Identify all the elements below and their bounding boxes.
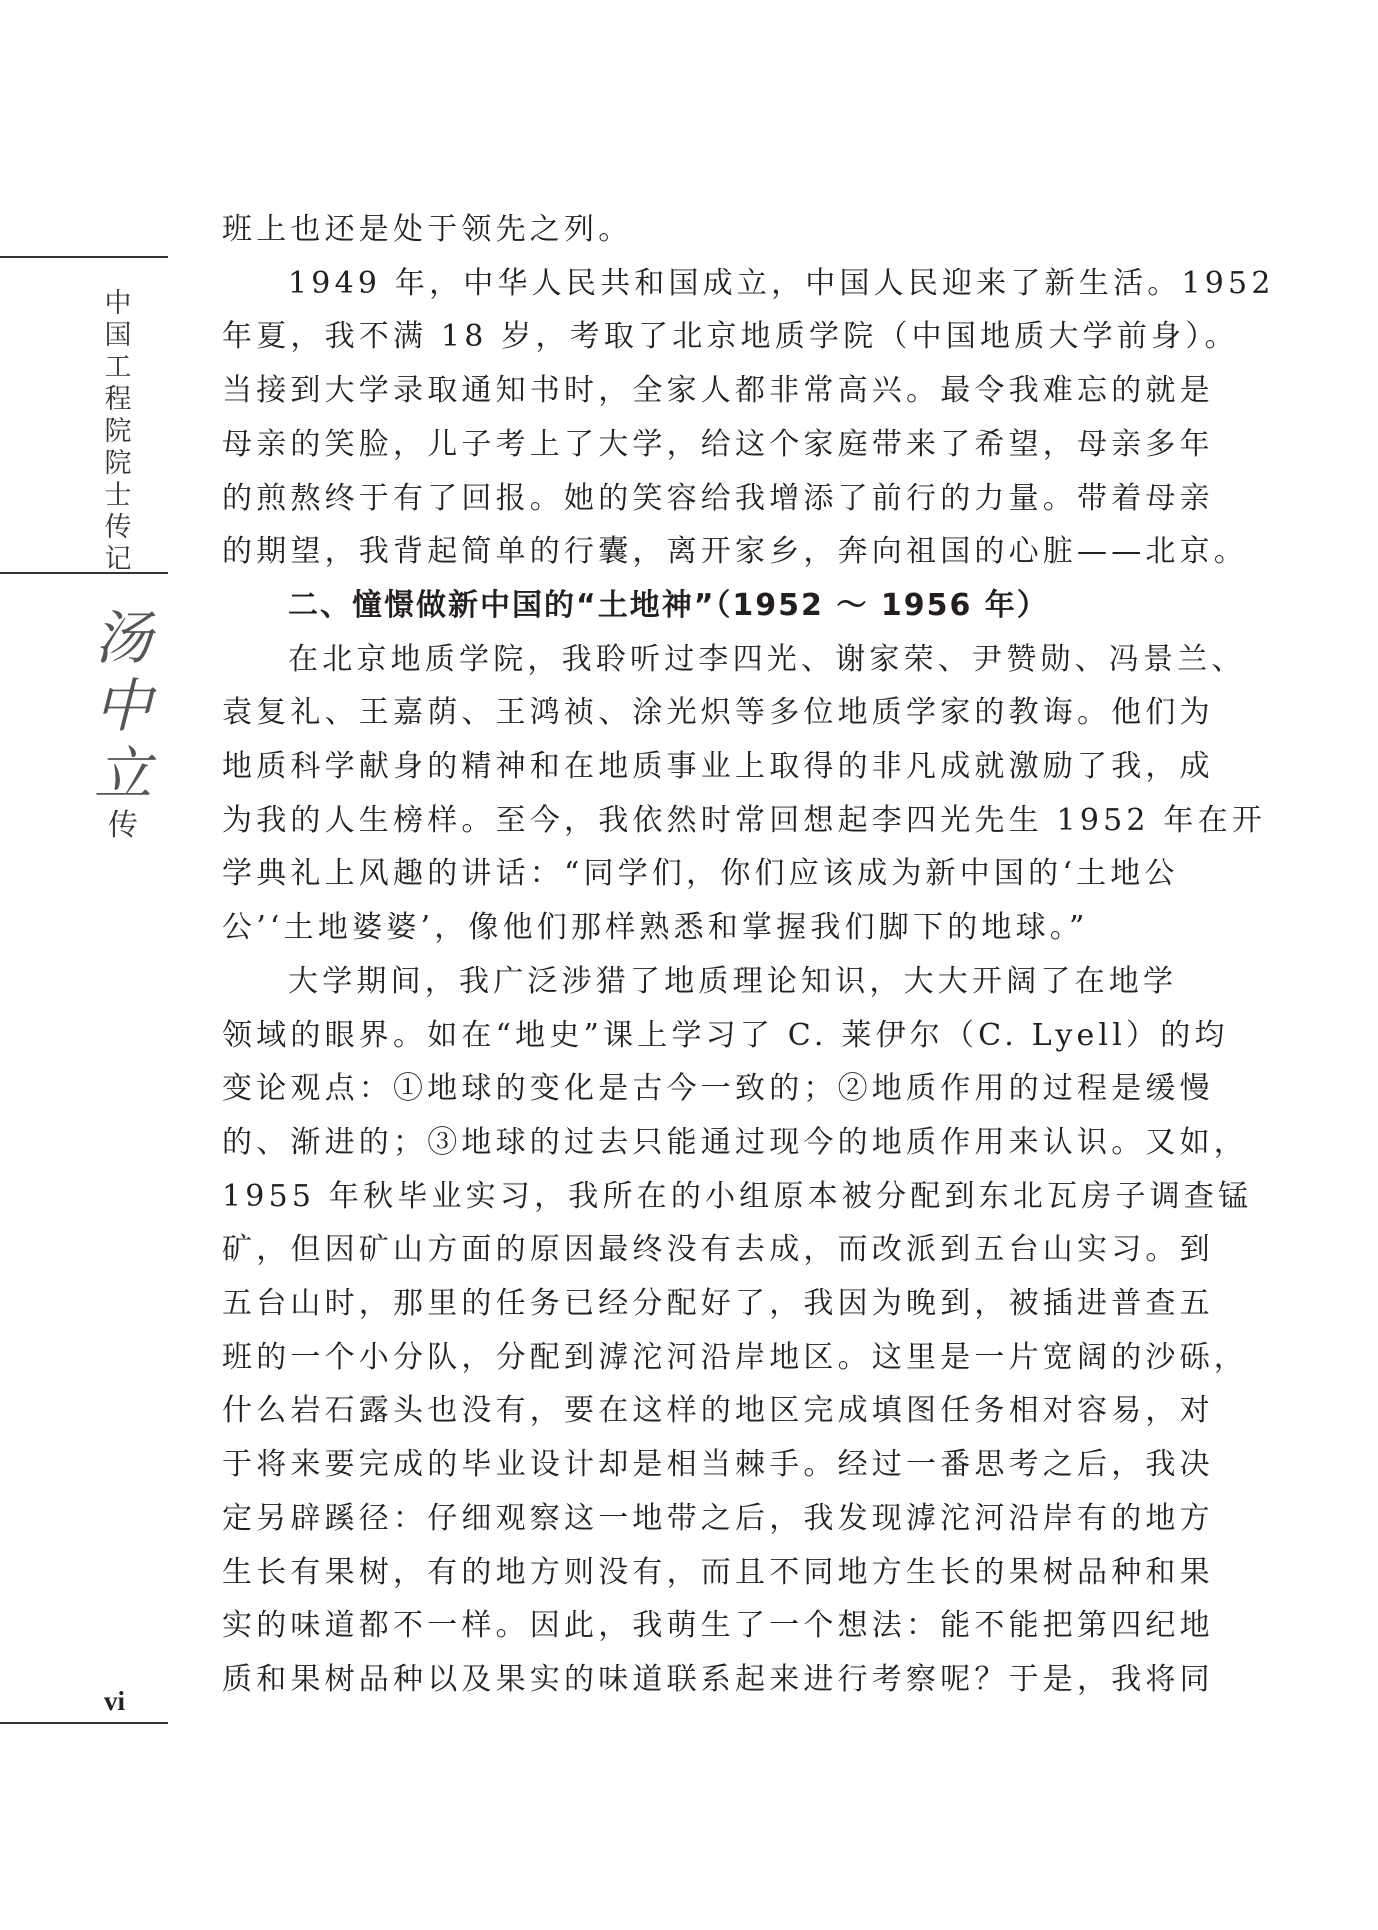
section-heading: 二、憧憬做新中国的“土地神”（1952 ～ 1956 年） <box>288 587 1049 623</box>
text-line: 班上也还是处于领先之列。 <box>222 212 633 247</box>
book-suffix: 传 <box>108 808 138 843</box>
text-line: 当接到大学录取通知书时，全家人都非常高兴。最令我难忘的就是 <box>222 373 1214 409</box>
text-line: 矿，但因矿山方面的原因最终没有去成，而改派到五台山实习。到 <box>222 1232 1214 1268</box>
paragraph-1 <box>222 203 1214 257</box>
text-line: 班的一个小分队，分配到滹沱河沿岸地区。这里是一片宽阔的沙砾， <box>222 1339 1248 1375</box>
text-line: 大学期间，我广泛涉猎了地质理论知识，大大开阔了在地学 <box>288 963 1178 999</box>
text-line: 在北京地质学院，我聆听过李四光、谢家荣、尹赞勋、冯景兰、 <box>288 641 1246 677</box>
text-line: 五台山时，那里的任务已经分配好了，我因为晚到，被插进普查五 <box>222 1286 1214 1322</box>
text-line: 地质科学献身的精神和在地质事业上取得的非凡成就激励了我，成 <box>222 749 1214 785</box>
top-divider <box>0 256 168 258</box>
text-line: 学典礼上风趣的讲话：“同学们，你们应该成为新中国的‘土地公 <box>222 856 1179 892</box>
sidebar <box>0 0 168 1930</box>
middle-divider <box>0 572 168 574</box>
text-line: 母亲的笑脸，儿子考上了大学，给这个家庭带来了希望，母亲多年 <box>222 426 1214 462</box>
text-line: 的、渐进的；③地球的过去只能通过现今的地质作用来认识。又如， <box>222 1124 1248 1160</box>
main-text <box>222 203 1275 1707</box>
text-line: 的煎熬终于有了回报。她的笑容给我增添了前行的力量。带着母亲 <box>222 480 1214 516</box>
paragraph-2 <box>222 257 1275 579</box>
text-line: 质和果树品种以及果实的味道联系起来进行考察呢？于是，我将同 <box>222 1661 1214 1697</box>
text-line: 实的味道都不一样。因此，我萌生了一个想法：能不能把第四纪地 <box>222 1608 1214 1644</box>
text-line: 公’‘土地婆婆’，像他们那样熟悉和掌握我们脚下的地球。” <box>222 910 1089 946</box>
paragraph-4 <box>222 955 1253 1707</box>
text-line: 变论观点：①地球的变化是古今一致的；②地质作用的过程是缓慢 <box>222 1071 1214 1107</box>
text-line: 袁复礼、王嘉荫、王鸿祯、涂光炽等多位地质学家的教诲。他们为 <box>222 695 1214 731</box>
series-title: 中国工程院院士传记 <box>104 288 132 575</box>
text-line: 领域的眼界。如在“地史”课上学习了 C. 莱伊尔（C. Lyell）的均 <box>222 1017 1229 1053</box>
text-line: 的期望，我背起简单的行囊，离开家乡，奔向祖国的心脏——北京。 <box>222 534 1248 570</box>
text-line: 什么岩石露头也没有，要在这样的地区完成填图任务相对容易，对 <box>222 1393 1214 1429</box>
text-line: 定另辟蹊径：仔细观察这一地带之后，我发现滹沱河沿岸有的地方 <box>222 1500 1214 1536</box>
text-line: 于将来要完成的毕业设计却是相当棘手。经过一番思考之后，我决 <box>222 1447 1214 1483</box>
text-line: 生长有果树，有的地方则没有，而且不同地方生长的果树品种和果 <box>222 1554 1214 1590</box>
page-number: vi <box>104 1686 126 1716</box>
paragraph-3 <box>222 633 1267 955</box>
text-line: 为我的人生榜样。至今，我依然时常回想起李四光先生 1952 年在开 <box>222 802 1267 838</box>
book-name: 汤中立 <box>93 604 152 808</box>
text-line: 1955 年秋毕业实习，我所在的小组原本被分配到东北瓦房子调查锰 <box>222 1178 1253 1214</box>
bottom-divider <box>0 1722 168 1724</box>
text-line: 1949 年，中华人民共和国成立，中国人民迎来了新生活。1952 <box>288 265 1275 301</box>
text-line: 年夏，我不满 18 岁，考取了北京地质学院（中国地质大学前身）。 <box>222 319 1239 355</box>
